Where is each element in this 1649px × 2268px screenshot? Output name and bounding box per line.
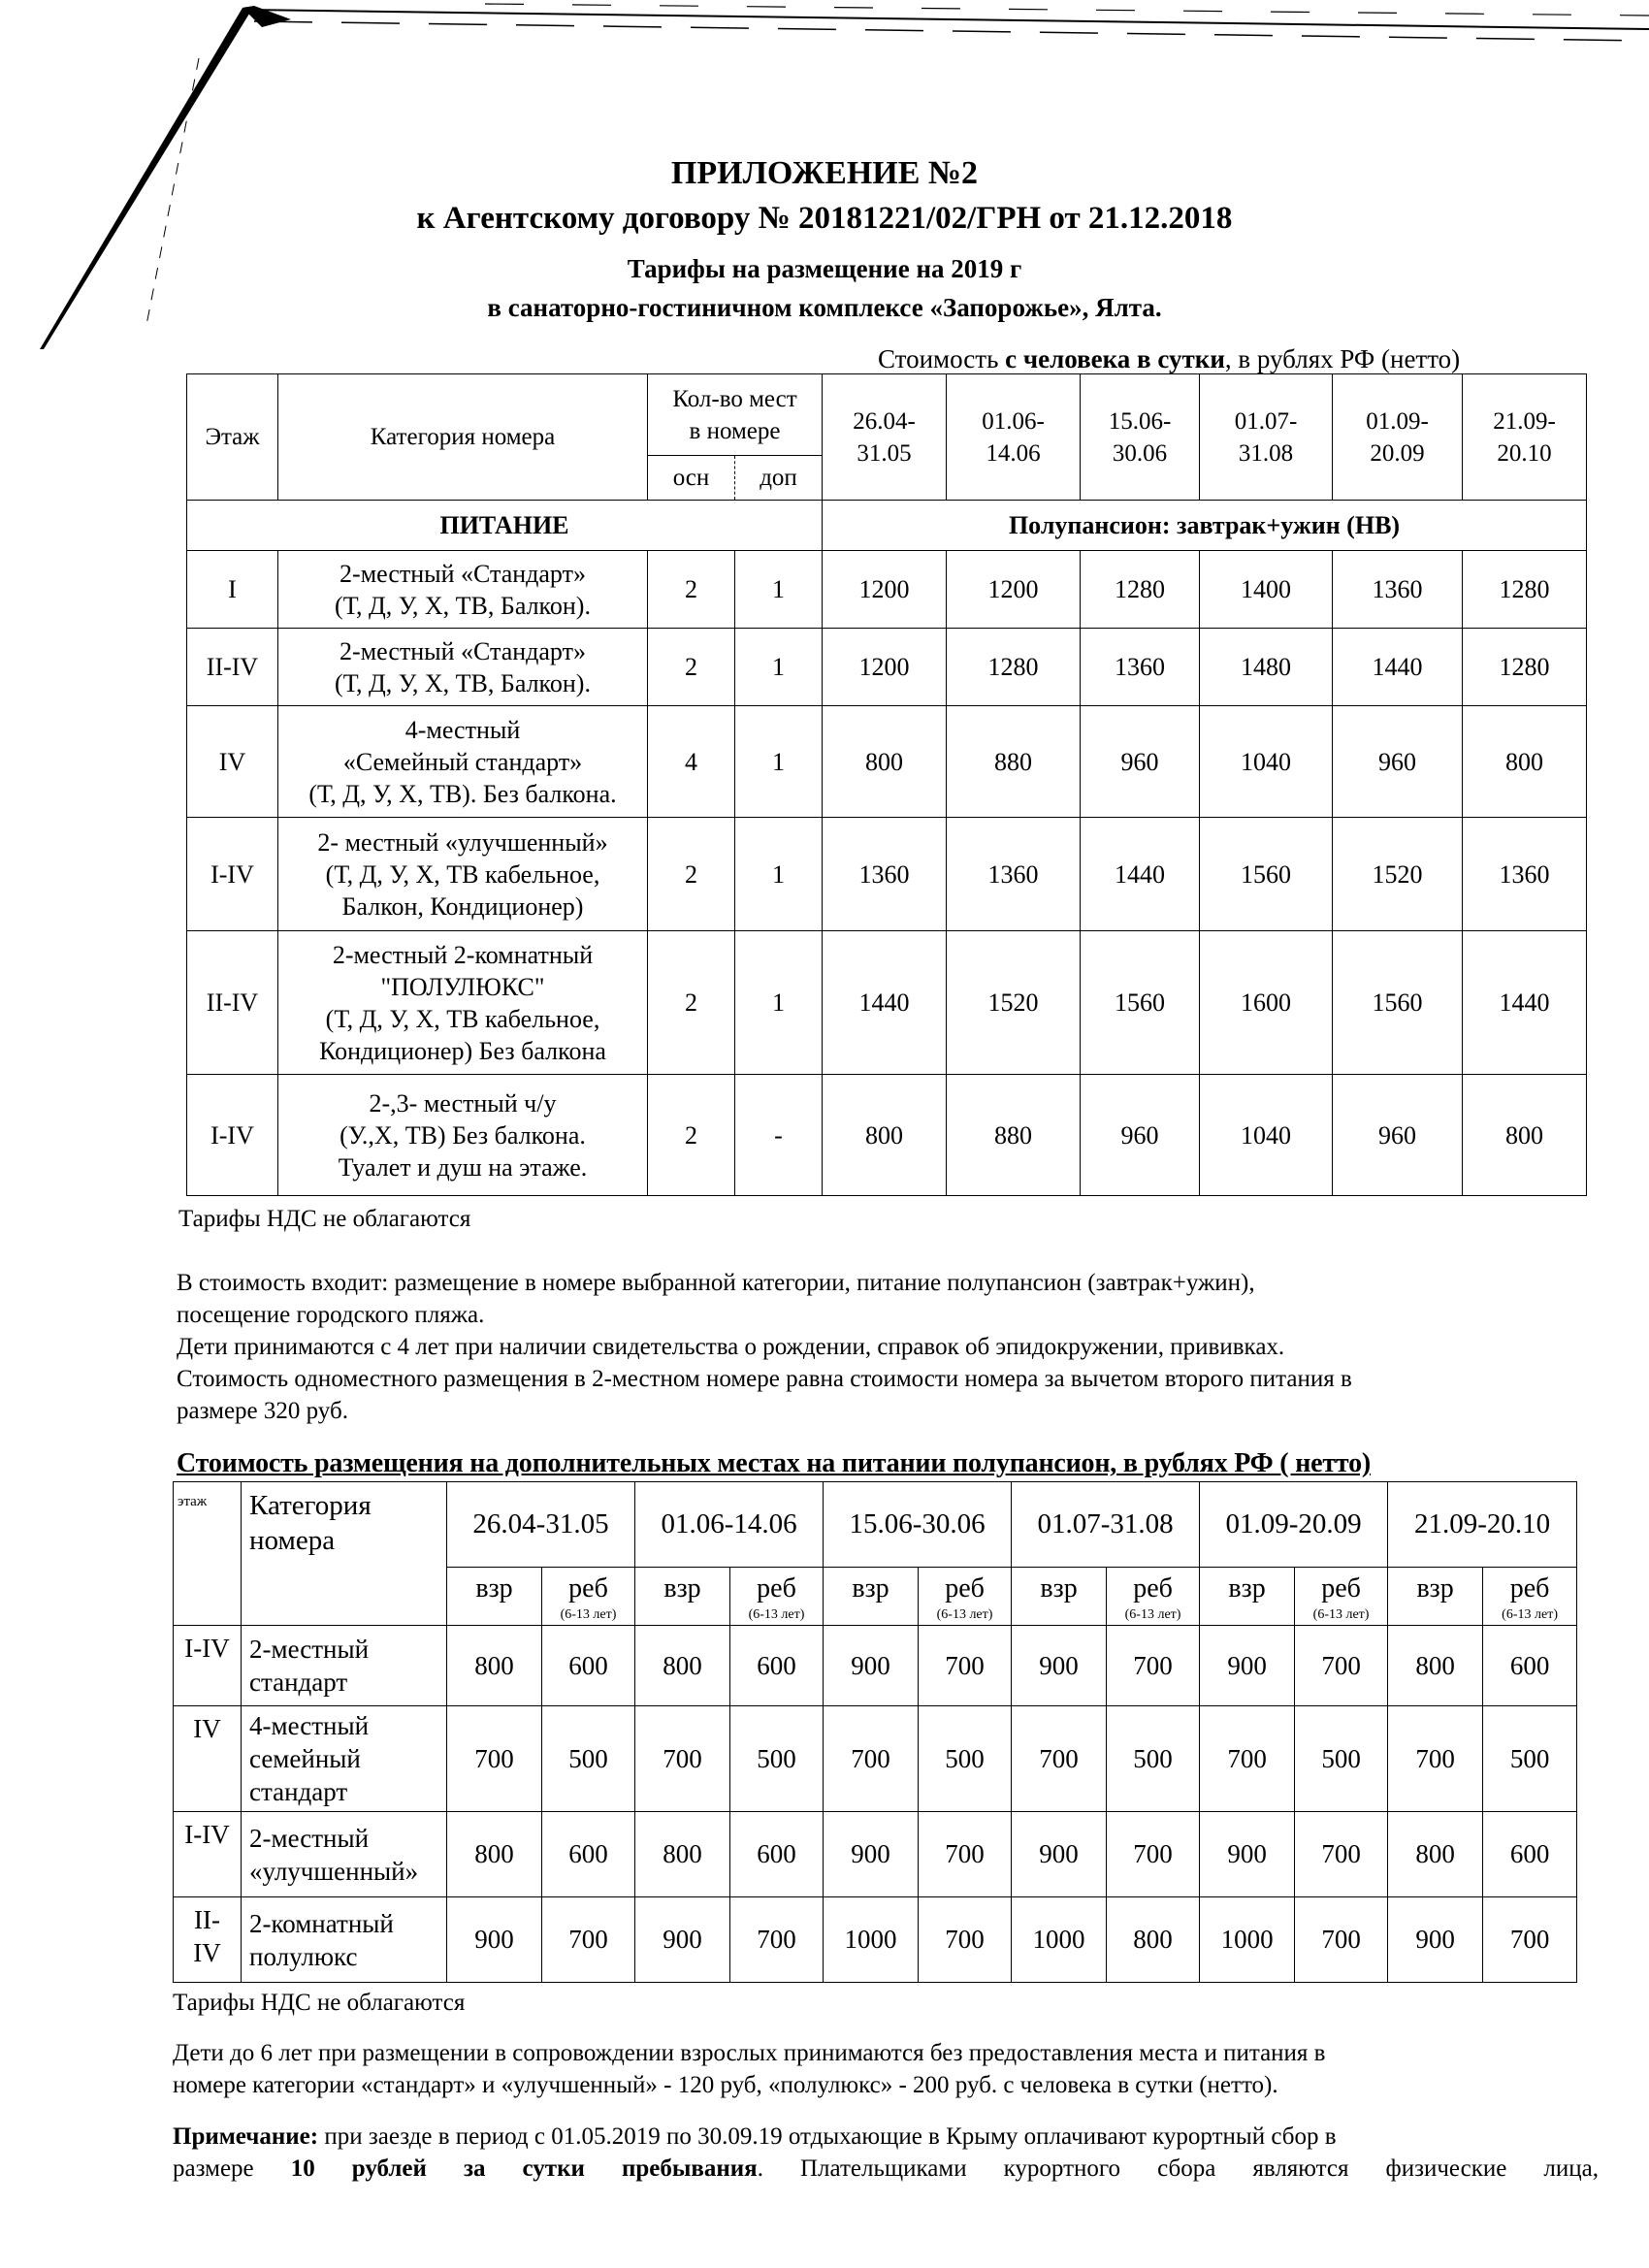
price-cell: 700: [1388, 1706, 1483, 1812]
price-cell: 500: [730, 1706, 824, 1812]
price-cell: 700: [1012, 1706, 1107, 1812]
price-cell: 600: [730, 1812, 824, 1897]
child-header: реб (6-13 лет): [1295, 1568, 1388, 1626]
price-cell: 900: [1012, 1626, 1107, 1706]
extra-places-cell: 1: [735, 818, 823, 931]
category-cell: 2-местный стандарт: [242, 1626, 447, 1706]
period-header: 21.09- 20.10: [1463, 374, 1587, 501]
category-cell: 2-местный «Стандарт» (Т, Д, У, Х, ТВ, Балкон).: [278, 551, 648, 629]
price-cell: 1440: [1333, 629, 1463, 706]
price-cell: 700: [447, 1706, 542, 1812]
price-cell: 1000: [1200, 1897, 1295, 1983]
price-cell: 1560: [1200, 818, 1333, 931]
price-cell: 1360: [947, 818, 1081, 931]
table1-caption: Стоимость с человека в сутки, в рублях РФ (нетто): [878, 344, 1461, 373]
resort-fee-remark: Примечание: при заезде в период с 01.05.2019 по 30.09.19 отдыхающие в Крыму оплачивают курортный сбор в размере 10 рублей за сутки пребывания. Плательщиками курортного сбора являются физические лица,: [173, 2123, 1599, 2182]
price-cell: 960: [1333, 706, 1463, 818]
price-cell: 800: [635, 1626, 730, 1706]
price-cell: 1440: [823, 931, 947, 1075]
price-cell: 700: [1200, 1706, 1295, 1812]
included-services-notes: В стоимость входит: размещение в номере выбранной категории, питание полупансион (завтрак+ужин), посещение городского пляжа. Дети принимаются с 4 лет при наличии свидетельства о рождении, справок об эпидокружении, прививках. Стоимость одноместного размещения в 2-местном номере равна стоимости номера за вычетом второго питания в размере 320 руб.: [177, 1270, 1352, 1424]
table-row: [174, 1626, 1577, 1706]
places-header: Кол-во мест в номере: [648, 374, 823, 456]
price-cell: 1280: [1463, 551, 1587, 629]
table-row: [187, 551, 1587, 629]
floor-cell: I: [187, 551, 278, 629]
price-cell: 1040: [1200, 706, 1333, 818]
main-places-header: осн: [648, 456, 735, 501]
category-cell: 2-комнатный полулюкс: [242, 1897, 447, 1983]
extra-bed-tariffs-table: [173, 1481, 1577, 1983]
price-cell: 900: [1388, 1897, 1483, 1983]
floor-cell: I-IV: [187, 1075, 278, 1196]
price-cell: 900: [824, 1626, 919, 1706]
price-cell: 1360: [1463, 818, 1587, 931]
price-cell: 500: [1107, 1706, 1200, 1812]
price-cell: 1280: [1463, 629, 1587, 706]
table2-caption: Стоимость размещения на дополнительных местах на питании полупансион, в рублях РФ ( нетто): [177, 1448, 1372, 1478]
floor-cell: IV: [187, 706, 278, 818]
price-cell: 600: [730, 1626, 824, 1706]
period-header: 01.07- 31.08: [1200, 374, 1333, 501]
extra-places-cell: 1: [735, 629, 823, 706]
meal-plan: Полупансион: завтрак+ужин (НВ): [823, 501, 1587, 551]
table-row: [187, 818, 1587, 931]
vat-note-1: Тарифы НДС не облагаются: [178, 1206, 471, 1232]
price-cell: 700: [1107, 1812, 1200, 1897]
adult-header: взр: [447, 1568, 542, 1626]
period-header: 26.04-31.05: [447, 1482, 635, 1568]
price-cell: 900: [1012, 1812, 1107, 1897]
price-cell: 700: [919, 1812, 1012, 1897]
floor-header: этаж: [174, 1482, 242, 1626]
price-cell: 1360: [1333, 551, 1463, 629]
price-cell: 900: [635, 1897, 730, 1983]
price-cell: 1480: [1200, 629, 1333, 706]
price-cell: 700: [635, 1706, 730, 1812]
main-places-cell: 2: [648, 629, 735, 706]
price-cell: 900: [447, 1897, 542, 1983]
price-cell: 1560: [1333, 931, 1463, 1075]
price-cell: 600: [1483, 1812, 1577, 1897]
period-header: 01.06-14.06: [635, 1482, 824, 1568]
category-header: Категория номера: [278, 374, 648, 501]
floor-cell: II-IV: [187, 931, 278, 1075]
period-header: 15.06- 30.06: [1081, 374, 1200, 501]
extra-places-cell: -: [735, 1075, 823, 1196]
category-cell: 2-местный «Стандарт» (Т, Д, У, Х, ТВ, Балкон).: [278, 629, 648, 706]
price-cell: 500: [1295, 1706, 1388, 1812]
price-cell: 1280: [947, 629, 1081, 706]
price-cell: 800: [823, 1075, 947, 1196]
floor-cell: II- IV: [174, 1897, 242, 1983]
table-row: [174, 1897, 1577, 1983]
category-cell: 2- местный «улучшенный» (Т, Д, У, Х, ТВ кабельное, Балкон, Кондиционер): [278, 818, 648, 931]
vat-note-2: Тарифы НДС не облагаются: [173, 1990, 466, 2016]
adult-header: взр: [824, 1568, 919, 1626]
price-cell: 1200: [823, 629, 947, 706]
price-cell: 800: [447, 1626, 542, 1706]
price-cell: 800: [1463, 1075, 1587, 1196]
category-cell: 4-местный семейный стандарт: [242, 1706, 447, 1812]
price-cell: 1280: [1081, 551, 1200, 629]
price-cell: 900: [1200, 1812, 1295, 1897]
children-note: Дети до 6 лет при размещении в сопровождении взрослых принимаются без предоставления места и питания в номере категории «стандарт» и «улучшенный» - 120 руб, «полулюкс» - 200 руб. с человека в сутки (нетто).: [173, 2040, 1326, 2098]
price-cell: 600: [1483, 1626, 1577, 1706]
period-header: 21.09-20.10: [1388, 1482, 1577, 1568]
price-cell: 700: [1295, 1812, 1388, 1897]
floor-cell: IV: [174, 1706, 242, 1812]
adult-header: взр: [635, 1568, 730, 1626]
period-header: 01.09-20.09: [1200, 1482, 1388, 1568]
price-cell: 700: [1295, 1626, 1388, 1706]
price-cell: 700: [824, 1706, 919, 1812]
price-cell: 500: [1483, 1706, 1577, 1812]
period-header: 01.07-31.08: [1012, 1482, 1200, 1568]
child-header: реб (6-13 лет): [919, 1568, 1012, 1626]
price-cell: 1000: [824, 1897, 919, 1983]
price-cell: 700: [1107, 1626, 1200, 1706]
price-cell: 960: [1333, 1075, 1463, 1196]
adult-header: взр: [1012, 1568, 1107, 1626]
appendix-title: ПРИЛОЖЕНИЕ №2: [670, 155, 979, 191]
table-row: [187, 706, 1587, 818]
extra-places-cell: 1: [735, 706, 823, 818]
price-cell: 800: [1107, 1897, 1200, 1983]
price-cell: 900: [824, 1812, 919, 1897]
extra-places-header: доп: [735, 456, 823, 501]
complex-subtitle: в санаторно-гостиничном комплексе «Запорожье», Ялта.: [487, 293, 1162, 322]
price-cell: 960: [1081, 706, 1200, 818]
price-cell: 1360: [823, 818, 947, 931]
price-cell: 700: [919, 1626, 1012, 1706]
child-header: реб (6-13 лет): [730, 1568, 824, 1626]
period-header: 01.09- 20.09: [1333, 374, 1463, 501]
price-cell: 1440: [1463, 931, 1587, 1075]
main-places-cell: 4: [648, 706, 735, 818]
table-row: [174, 1812, 1577, 1897]
price-cell: 800: [823, 706, 947, 818]
main-places-cell: 2: [648, 551, 735, 629]
price-cell: 960: [1081, 1075, 1200, 1196]
adult-header: взр: [1200, 1568, 1295, 1626]
price-cell: 500: [542, 1706, 635, 1812]
tariffs-subtitle: Тарифы на размещение на 2019 г: [627, 254, 1022, 283]
category-cell: 2-местный «улучшенный»: [242, 1812, 447, 1897]
price-cell: 1560: [1081, 931, 1200, 1075]
price-cell: 700: [542, 1897, 635, 1983]
table-row: [174, 1706, 1577, 1812]
table-row: [187, 629, 1587, 706]
contract-reference: к Агентскому договору № 20181221/02/ГРН от 21.12.2018: [416, 201, 1233, 236]
price-cell: 900: [1200, 1626, 1295, 1706]
price-cell: 880: [947, 1075, 1081, 1196]
accommodation-tariffs-table: [186, 373, 1587, 1196]
price-cell: 1600: [1200, 931, 1333, 1075]
main-places-cell: 2: [648, 931, 735, 1075]
period-header: 01.06- 14.06: [947, 374, 1081, 501]
price-cell: 700: [730, 1897, 824, 1983]
price-cell: 500: [919, 1706, 1012, 1812]
category-cell: 2-,3- местный ч/у (У.,Х, ТВ) Без балкона. Туалет и душ на этаже.: [278, 1075, 648, 1196]
category-cell: 2-местный 2-комнатный "ПОЛУЛЮКС" (Т, Д, У, Х, ТВ кабельное, Кондиционер) Без балкона: [278, 931, 648, 1075]
table-row: [187, 931, 1587, 1075]
price-cell: 1000: [1012, 1897, 1107, 1983]
child-header: реб (6-13 лет): [1107, 1568, 1200, 1626]
price-cell: 700: [919, 1897, 1012, 1983]
price-cell: 800: [635, 1812, 730, 1897]
price-cell: 1440: [1081, 818, 1200, 931]
floor-header: Этаж: [187, 374, 278, 501]
category-cell: 4-местный «Семейный стандарт» (Т, Д, У, Х, ТВ). Без балкона.: [278, 706, 648, 818]
price-cell: 600: [542, 1812, 635, 1897]
price-cell: 1520: [947, 931, 1081, 1075]
floor-cell: I-IV: [187, 818, 278, 931]
price-cell: 1040: [1200, 1075, 1333, 1196]
price-cell: 880: [947, 706, 1081, 818]
main-places-cell: 2: [648, 818, 735, 931]
extra-places-cell: 1: [735, 551, 823, 629]
price-cell: 800: [1388, 1626, 1483, 1706]
price-cell: 700: [1295, 1897, 1388, 1983]
meal-label: ПИТАНИЕ: [187, 501, 823, 551]
child-header: реб (6-13 лет): [542, 1568, 635, 1626]
child-header: реб (6-13 лет): [1483, 1568, 1577, 1626]
price-cell: 1520: [1333, 818, 1463, 931]
floor-cell: II-IV: [187, 629, 278, 706]
price-cell: 1400: [1200, 551, 1333, 629]
category-header: Категория номера: [242, 1482, 447, 1626]
floor-cell: I-IV: [174, 1812, 242, 1897]
extra-places-cell: 1: [735, 931, 823, 1075]
floor-cell: I-IV: [174, 1626, 242, 1706]
price-cell: 600: [542, 1626, 635, 1706]
adult-header: взр: [1388, 1568, 1483, 1626]
main-places-cell: 2: [648, 1075, 735, 1196]
price-cell: 800: [1388, 1812, 1483, 1897]
period-header: 26.04- 31.05: [823, 374, 947, 501]
price-cell: 1200: [947, 551, 1081, 629]
price-cell: 1200: [823, 551, 947, 629]
price-cell: 800: [1463, 706, 1587, 818]
price-cell: 1360: [1081, 629, 1200, 706]
period-header: 15.06-30.06: [824, 1482, 1012, 1568]
table-row: [187, 1075, 1587, 1196]
price-cell: 700: [1483, 1897, 1577, 1983]
price-cell: 800: [447, 1812, 542, 1897]
